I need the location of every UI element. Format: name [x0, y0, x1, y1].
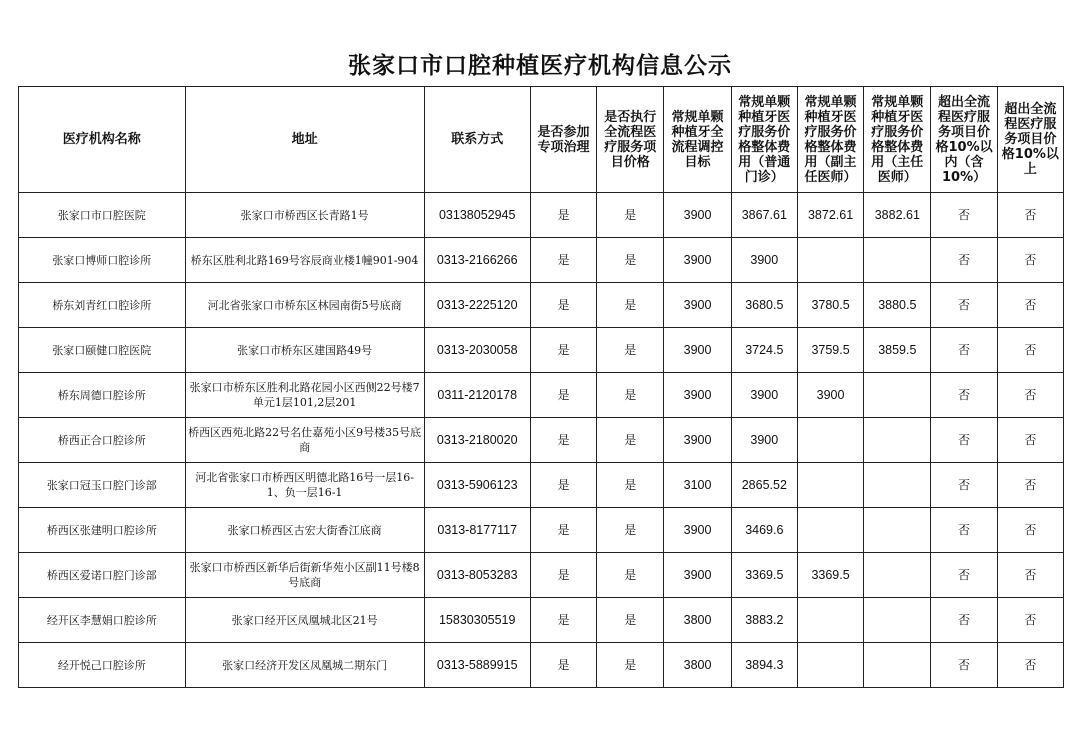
table-row	[19, 193, 1064, 238]
header-full-process-price: 是否执行全流程医疗服务项目价格	[597, 87, 664, 193]
cell-price-deputy-chief	[797, 418, 863, 463]
cell-contact: 03138052945	[424, 193, 530, 238]
cell-special-governance: 是	[530, 283, 596, 328]
cell-within-10pct: 否	[931, 598, 997, 643]
cell-price-chief: 3859.5	[864, 328, 931, 373]
cell-full-process-price: 是	[597, 418, 664, 463]
cell-price-general: 3900	[731, 238, 797, 283]
cell-full-process-price: 是	[597, 373, 664, 418]
cell-within-10pct: 否	[931, 553, 997, 598]
cell-within-10pct: 否	[931, 643, 997, 688]
cell-control-target: 3900	[664, 373, 731, 418]
header-price-chief: 常规单颗种植牙医疗服务价格整体费用（主任医师）	[864, 87, 931, 193]
cell-price-general: 3469.6	[731, 508, 797, 553]
cell-control-target: 3100	[664, 463, 731, 508]
cell-price-deputy-chief	[797, 463, 863, 508]
header-within-10pct: 超出全流程医疗服务项目价格10%以内（含10%）	[931, 87, 997, 193]
cell-control-target: 3900	[664, 553, 731, 598]
cell-institution-name: 桥西正合口腔诊所	[19, 418, 186, 463]
cell-special-governance: 是	[530, 553, 596, 598]
page-title: 张家口市口腔种植医疗机构信息公示	[348, 53, 732, 79]
cell-over-10pct: 否	[997, 418, 1063, 463]
cell-address: 张家口桥西区古宏大街香江底商	[185, 508, 424, 553]
cell-price-deputy-chief	[797, 238, 863, 283]
table-row	[19, 643, 1064, 688]
cell-contact: 0313-2180020	[424, 418, 530, 463]
table-header	[19, 87, 1064, 193]
cell-over-10pct: 否	[997, 508, 1063, 553]
cell-full-process-price: 是	[597, 238, 664, 283]
cell-institution-name: 张家口市口腔医院	[19, 193, 186, 238]
header-over-10pct: 超出全流程医疗服务项目价格10%以上	[997, 87, 1063, 193]
cell-address: 张家口市桥西区新华后街新华苑小区副11号楼8号底商	[185, 553, 424, 598]
cell-contact: 0311-2120178	[424, 373, 530, 418]
cell-over-10pct: 否	[997, 373, 1063, 418]
cell-over-10pct: 否	[997, 328, 1063, 373]
cell-price-chief	[864, 553, 931, 598]
cell-over-10pct: 否	[997, 553, 1063, 598]
cell-price-chief	[864, 598, 931, 643]
cell-within-10pct: 否	[931, 328, 997, 373]
cell-full-process-price: 是	[597, 463, 664, 508]
cell-within-10pct: 否	[931, 238, 997, 283]
cell-within-10pct: 否	[931, 283, 997, 328]
header-price-deputy-chief: 常规单颗种植牙医疗服务价格整体费用（副主任医师）	[797, 87, 863, 193]
cell-special-governance: 是	[530, 463, 596, 508]
cell-special-governance: 是	[530, 193, 596, 238]
table-row	[19, 553, 1064, 598]
cell-contact: 0313-8053283	[424, 553, 530, 598]
cell-price-chief	[864, 373, 931, 418]
cell-address: 张家口市桥西区长青路1号	[185, 193, 424, 238]
cell-control-target: 3800	[664, 598, 731, 643]
cell-price-general: 3867.61	[731, 193, 797, 238]
cell-institution-name: 张家口颐健口腔医院	[19, 328, 186, 373]
cell-address: 桥西区西苑北路22号名仕嘉苑小区9号楼35号底商	[185, 418, 424, 463]
cell-price-general: 3724.5	[731, 328, 797, 373]
cell-contact: 0313-2225120	[424, 283, 530, 328]
header-special-governance: 是否参加专项治理	[530, 87, 596, 193]
cell-control-target: 3900	[664, 418, 731, 463]
cell-over-10pct: 否	[997, 283, 1063, 328]
table-row	[19, 598, 1064, 643]
cell-price-chief	[864, 238, 931, 283]
cell-institution-name: 桥西区爱诺口腔门诊部	[19, 553, 186, 598]
cell-price-general: 3900	[731, 418, 797, 463]
cell-within-10pct: 否	[931, 463, 997, 508]
header-price-general: 常规单颗种植牙医疗服务价格整体费用（普通门诊）	[731, 87, 797, 193]
cell-within-10pct: 否	[931, 373, 997, 418]
cell-within-10pct: 否	[931, 193, 997, 238]
header-row	[19, 87, 1064, 193]
cell-full-process-price: 是	[597, 553, 664, 598]
header-contact: 联系方式	[424, 87, 530, 193]
cell-address: 张家口经开区凤凰城北区21号	[185, 598, 424, 643]
table-row	[19, 328, 1064, 373]
cell-institution-name: 张家口冠玉口腔门诊部	[19, 463, 186, 508]
cell-price-deputy-chief: 3872.61	[797, 193, 863, 238]
cell-contact: 0313-5906123	[424, 463, 530, 508]
cell-special-governance: 是	[530, 238, 596, 283]
cell-address: 张家口市桥东区建国路49号	[185, 328, 424, 373]
cell-control-target: 3900	[664, 193, 731, 238]
header-institution-name: 医疗机构名称	[19, 87, 186, 193]
cell-address: 桥东区胜利北路169号容辰商业楼1幢901-904	[185, 238, 424, 283]
cell-address: 张家口经济开发区凤凰城二期东门	[185, 643, 424, 688]
cell-contact: 0313-2030058	[424, 328, 530, 373]
cell-price-chief	[864, 643, 931, 688]
cell-price-deputy-chief	[797, 508, 863, 553]
table-body	[19, 193, 1064, 688]
table-row	[19, 508, 1064, 553]
cell-contact: 0313-8177117	[424, 508, 530, 553]
cell-price-chief	[864, 418, 931, 463]
cell-price-deputy-chief: 3780.5	[797, 283, 863, 328]
cell-price-chief: 3882.61	[864, 193, 931, 238]
cell-institution-name: 经开区李慧娟口腔诊所	[19, 598, 186, 643]
cell-address: 张家口市桥东区胜利北路花园小区西侧22号楼7单元1层101,2层201	[185, 373, 424, 418]
cell-price-deputy-chief: 3759.5	[797, 328, 863, 373]
cell-full-process-price: 是	[597, 508, 664, 553]
cell-contact: 0313-2166266	[424, 238, 530, 283]
table-row	[19, 463, 1064, 508]
cell-contact: 0313-5889915	[424, 643, 530, 688]
cell-control-target: 3900	[664, 238, 731, 283]
cell-price-deputy-chief	[797, 643, 863, 688]
table-row	[19, 238, 1064, 283]
cell-control-target: 3900	[664, 508, 731, 553]
header-control-target: 常规单颗种植牙全流程调控目标	[664, 87, 731, 193]
cell-price-chief	[864, 508, 931, 553]
cell-special-governance: 是	[530, 328, 596, 373]
cell-special-governance: 是	[530, 598, 596, 643]
cell-within-10pct: 否	[931, 418, 997, 463]
cell-price-deputy-chief: 3369.5	[797, 553, 863, 598]
cell-within-10pct: 否	[931, 508, 997, 553]
cell-price-general: 3894.3	[731, 643, 797, 688]
cell-address: 河北省张家口市桥西区明德北路16号一层16-1、负一层16-1	[185, 463, 424, 508]
cell-over-10pct: 否	[997, 463, 1063, 508]
cell-price-chief: 3880.5	[864, 283, 931, 328]
cell-full-process-price: 是	[597, 643, 664, 688]
cell-price-chief	[864, 463, 931, 508]
cell-full-process-price: 是	[597, 328, 664, 373]
cell-price-deputy-chief: 3900	[797, 373, 863, 418]
cell-control-target: 3900	[664, 283, 731, 328]
cell-institution-name: 张家口博师口腔诊所	[19, 238, 186, 283]
cell-special-governance: 是	[530, 418, 596, 463]
cell-contact: 15830305519	[424, 598, 530, 643]
cell-price-general: 3680.5	[731, 283, 797, 328]
cell-special-governance: 是	[530, 373, 596, 418]
cell-full-process-price: 是	[597, 193, 664, 238]
cell-control-target: 3800	[664, 643, 731, 688]
cell-full-process-price: 是	[597, 598, 664, 643]
table-row	[19, 283, 1064, 328]
cell-price-general: 3369.5	[731, 553, 797, 598]
cell-full-process-price: 是	[597, 283, 664, 328]
cell-control-target: 3900	[664, 328, 731, 373]
cell-over-10pct: 否	[997, 643, 1063, 688]
table-row	[19, 373, 1064, 418]
institution-table	[18, 86, 1064, 688]
cell-price-deputy-chief	[797, 598, 863, 643]
cell-over-10pct: 否	[997, 598, 1063, 643]
cell-special-governance: 是	[530, 508, 596, 553]
cell-address: 河北省张家口市桥东区林园南街5号底商	[185, 283, 424, 328]
cell-institution-name: 桥西区张建明口腔诊所	[19, 508, 186, 553]
header-address: 地址	[185, 87, 424, 193]
cell-price-general: 3883.2	[731, 598, 797, 643]
cell-institution-name: 桥东周德口腔诊所	[19, 373, 186, 418]
cell-special-governance: 是	[530, 643, 596, 688]
cell-over-10pct: 否	[997, 193, 1063, 238]
table-row	[19, 418, 1064, 463]
cell-price-general: 3900	[731, 373, 797, 418]
cell-over-10pct: 否	[997, 238, 1063, 283]
cell-institution-name: 桥东刘青红口腔诊所	[19, 283, 186, 328]
cell-institution-name: 经开悦己口腔诊所	[19, 643, 186, 688]
cell-price-general: 2865.52	[731, 463, 797, 508]
